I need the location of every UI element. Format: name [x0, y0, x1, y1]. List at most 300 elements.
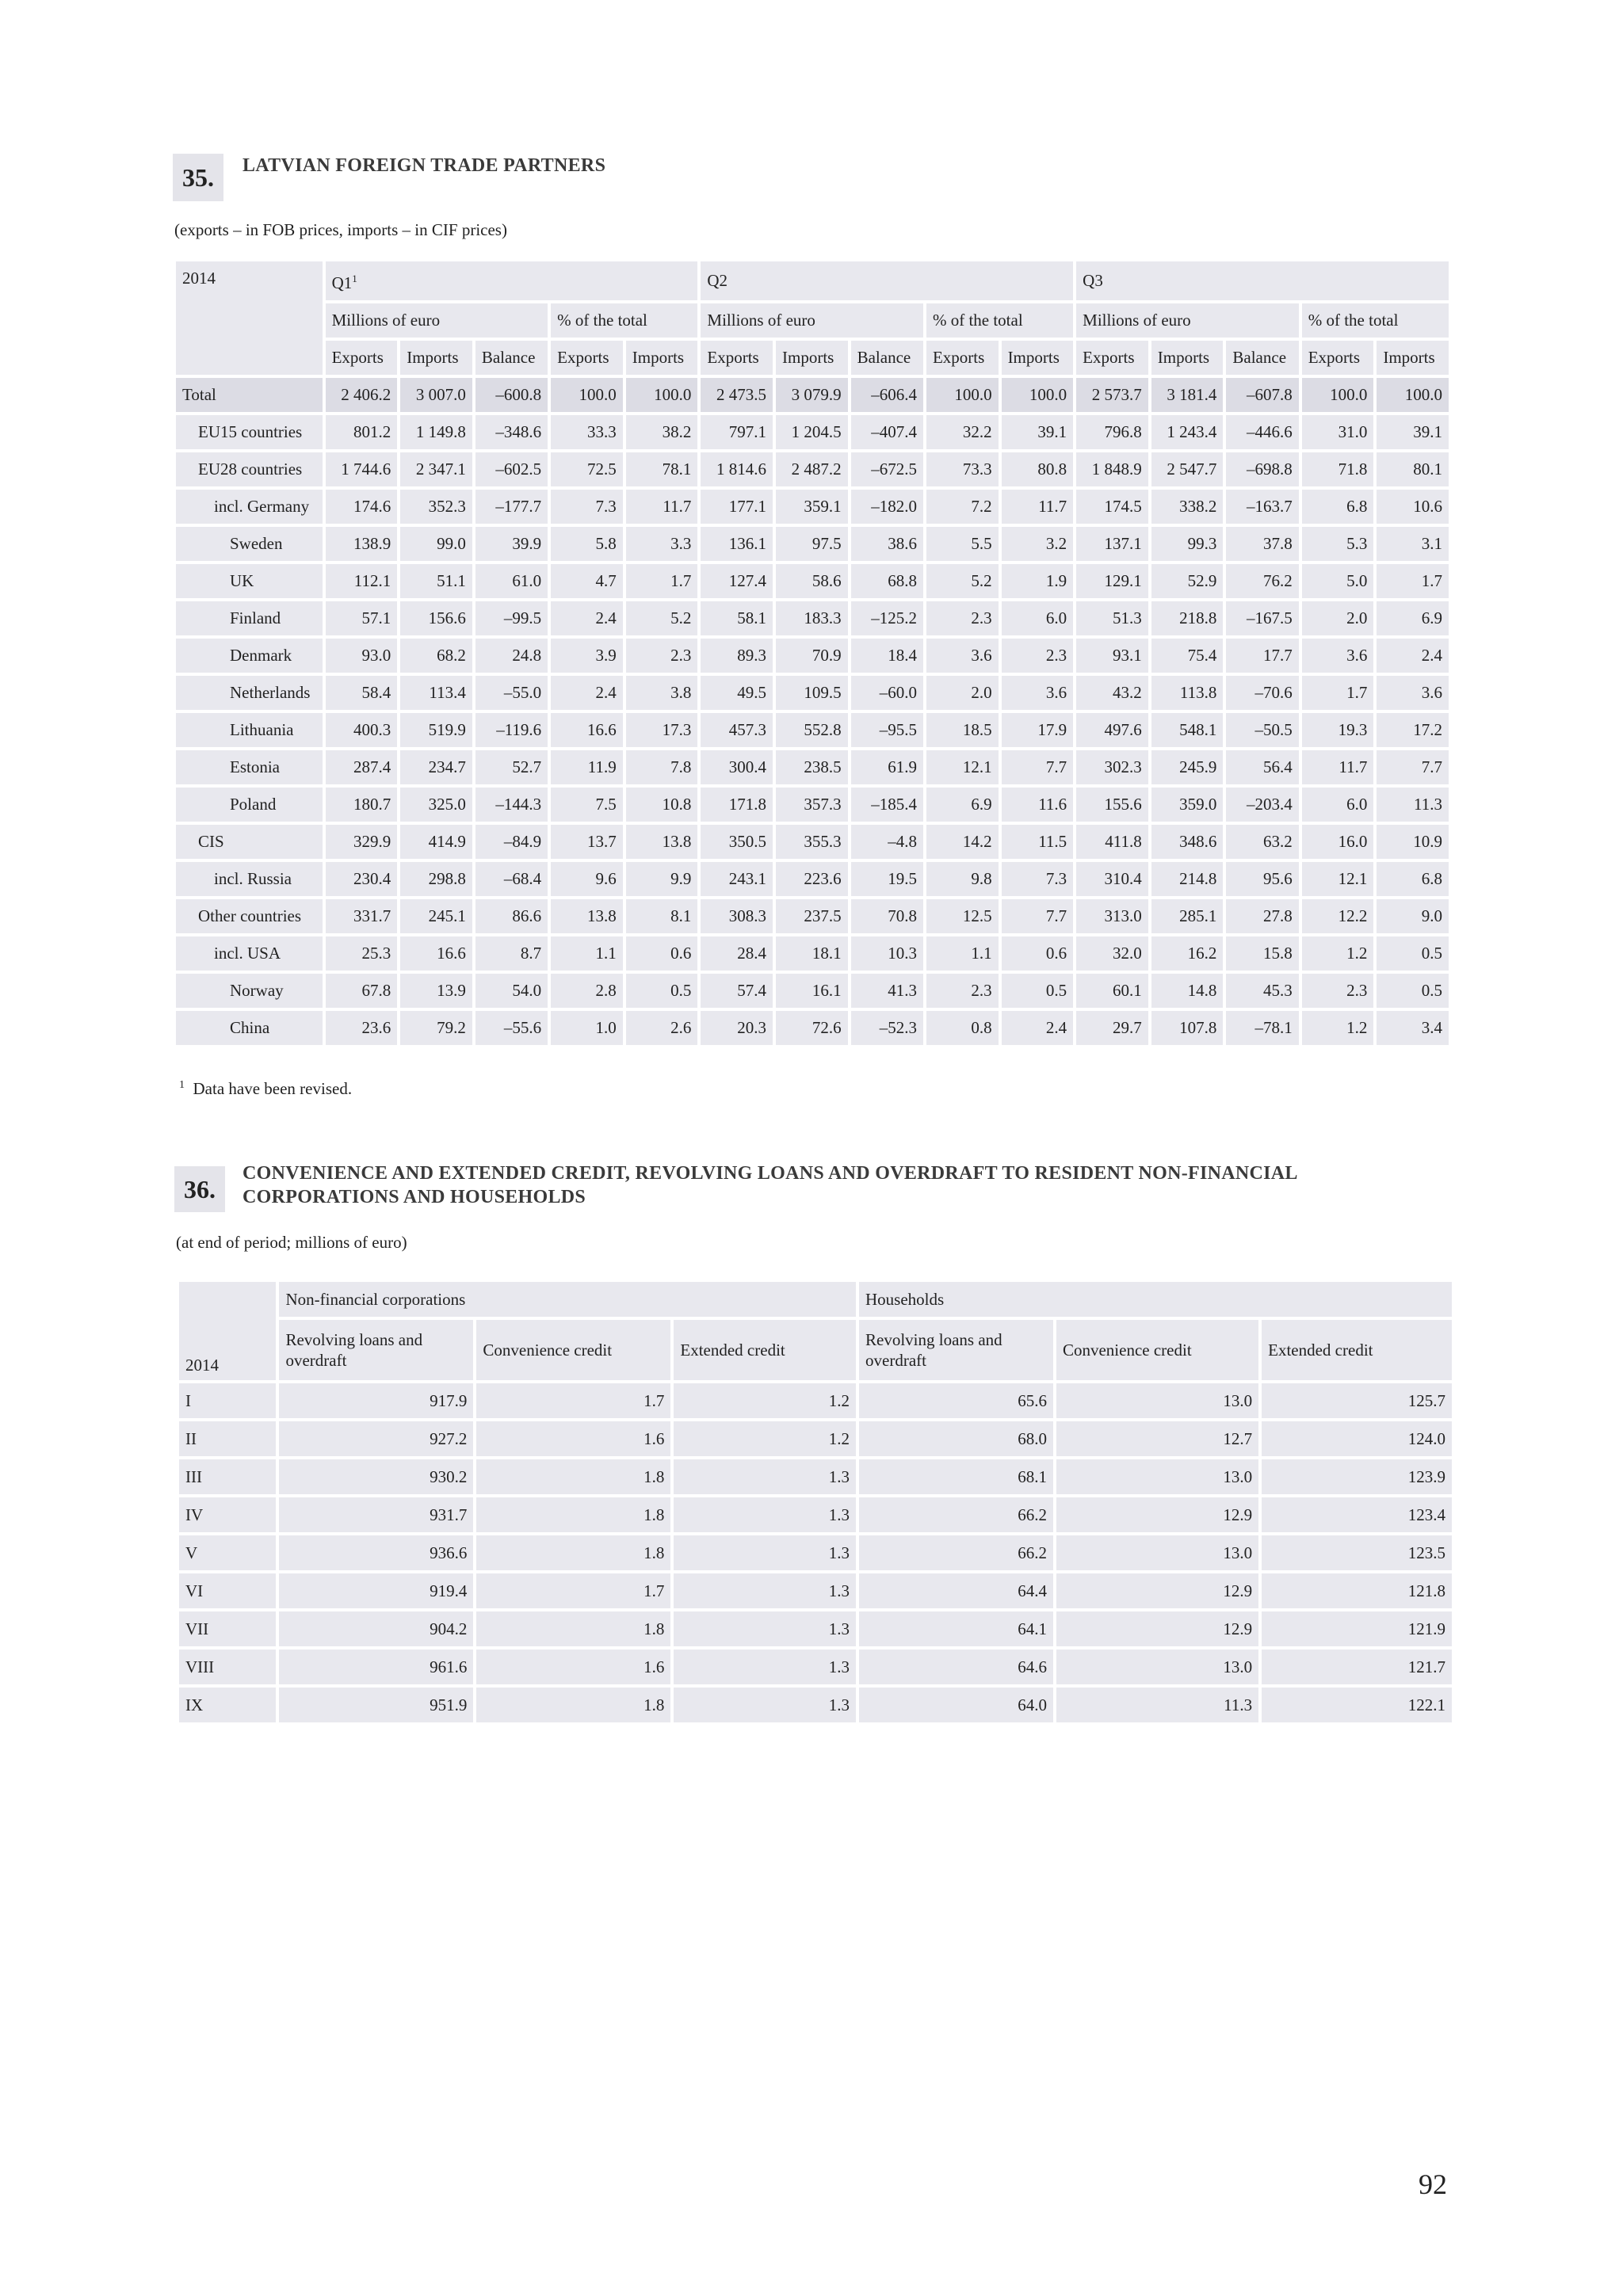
- table-cell: 2 573.7: [1076, 378, 1148, 412]
- table-cell: 89.3: [701, 639, 773, 673]
- table-cell: 122.1: [1262, 1688, 1452, 1722]
- column-header-imports: Imports: [1151, 341, 1224, 375]
- table-cell: 33.3: [551, 415, 623, 449]
- table-cell: 1 243.4: [1151, 415, 1224, 449]
- table-cell: 43.2: [1076, 676, 1148, 710]
- table-cell: 39.1: [1377, 415, 1449, 449]
- table-cell: 10.6: [1377, 490, 1449, 524]
- table-cell: 97.5: [776, 527, 848, 561]
- table-cell: 121.8: [1262, 1573, 1452, 1608]
- table-cell: 11.7: [626, 490, 698, 524]
- table-cell: 8.1: [626, 899, 698, 933]
- table-cell: 58.6: [776, 564, 848, 598]
- row-label: Denmark: [176, 639, 323, 673]
- table-cell: 121.7: [1262, 1650, 1452, 1684]
- table-cell: 57.4: [701, 974, 773, 1008]
- row-label: Netherlands: [176, 676, 323, 710]
- table-cell: –70.6: [1226, 676, 1298, 710]
- row-label: EU15 countries: [176, 415, 323, 449]
- group-header-millions: Millions of euro: [701, 303, 923, 338]
- row-label: Finland: [176, 601, 323, 635]
- table-cell: 123.9: [1262, 1459, 1452, 1494]
- table-cell: 355.3: [776, 825, 848, 859]
- table-cell: –182.0: [851, 490, 923, 524]
- table-row: [179, 1650, 1452, 1684]
- table-cell: 12.7: [1056, 1421, 1258, 1456]
- table-cell: 72.6: [776, 1011, 848, 1045]
- table-cell: 136.1: [701, 527, 773, 561]
- table-cell: 2 547.7: [1151, 452, 1224, 486]
- table-row: [179, 1611, 1452, 1646]
- section-35-number: 35.: [173, 154, 223, 201]
- table-cell: 56.4: [1226, 750, 1298, 784]
- table-row: [176, 452, 1449, 486]
- table-cell: 6.0: [1002, 601, 1074, 635]
- table-cell: 331.7: [326, 899, 398, 933]
- table-cell: 0.5: [1377, 936, 1449, 971]
- table-cell: 3 181.4: [1151, 378, 1224, 412]
- table-cell: 313.0: [1076, 899, 1148, 933]
- table-cell: 9.6: [551, 862, 623, 896]
- table-cell: –55.6: [475, 1011, 548, 1045]
- table-cell: 66.2: [859, 1497, 1053, 1532]
- row-label: Estonia: [176, 750, 323, 784]
- table-cell: 11.5: [1002, 825, 1074, 859]
- table-cell: 1.8: [476, 1535, 670, 1570]
- table-cell: 13.0: [1056, 1459, 1258, 1494]
- table-cell: 27.8: [1226, 899, 1298, 933]
- table-cell: 12.1: [1302, 862, 1374, 896]
- table-row: [176, 974, 1449, 1008]
- table-cell: 1 149.8: [400, 415, 472, 449]
- table-cell: –84.9: [475, 825, 548, 859]
- table-cell: 237.5: [776, 899, 848, 933]
- group-header-nonfinancial: Non-financial corporations: [279, 1282, 856, 1317]
- table-cell: 3.6: [1377, 676, 1449, 710]
- table-cell: 2.8: [551, 974, 623, 1008]
- table-cell: 2.4: [1002, 1011, 1074, 1045]
- column-header: Extended credit: [1262, 1320, 1452, 1380]
- table-cell: 32.2: [926, 415, 999, 449]
- table-cell: 0.8: [926, 1011, 999, 1045]
- table-cell: –602.5: [475, 452, 548, 486]
- table-cell: 123.4: [1262, 1497, 1452, 1532]
- table-row: [179, 1573, 1452, 1608]
- table-row: [176, 862, 1449, 896]
- column-header-imports: Imports: [1377, 341, 1449, 375]
- table-cell: 10.8: [626, 788, 698, 822]
- table-cell: 14.2: [926, 825, 999, 859]
- table-cell: 1.2: [674, 1421, 856, 1456]
- table-cell: 38.2: [626, 415, 698, 449]
- table-cell: 39.9: [475, 527, 548, 561]
- table-cell: 64.0: [859, 1688, 1053, 1722]
- table-cell: 16.2: [1151, 936, 1224, 971]
- table-cell: 1.8: [476, 1459, 670, 1494]
- table-cell: 8.7: [475, 936, 548, 971]
- table-cell: 1.7: [1302, 676, 1374, 710]
- table-cell: –55.0: [475, 676, 548, 710]
- table-cell: 1.7: [476, 1383, 670, 1418]
- table-cell: 3.6: [926, 639, 999, 673]
- table-cell: 73.3: [926, 452, 999, 486]
- column-header-balance: Balance: [475, 341, 548, 375]
- table-cell: 3.1: [1377, 527, 1449, 561]
- table-cell: 156.6: [400, 601, 472, 635]
- table-cell: –348.6: [475, 415, 548, 449]
- table-cell: 400.3: [326, 713, 398, 747]
- table-cell: 300.4: [701, 750, 773, 784]
- table-cell: 52.7: [475, 750, 548, 784]
- table-row: [179, 1383, 1452, 1418]
- table-cell: 3.8: [626, 676, 698, 710]
- column-header-balance: Balance: [851, 341, 923, 375]
- table-cell: 7.3: [551, 490, 623, 524]
- table-cell: 801.2: [326, 415, 398, 449]
- quarter-header-q3: Q3: [1076, 261, 1449, 300]
- table-cell: 350.5: [701, 825, 773, 859]
- row-label: incl. Russia: [176, 862, 323, 896]
- table-cell: –167.5: [1226, 601, 1298, 635]
- row-label: Sweden: [176, 527, 323, 561]
- table-row: [179, 1535, 1452, 1570]
- table-cell: 2.3: [626, 639, 698, 673]
- table-cell: –50.5: [1226, 713, 1298, 747]
- table-cell: 68.2: [400, 639, 472, 673]
- table-cell: 137.1: [1076, 527, 1148, 561]
- table-cell: 548.1: [1151, 713, 1224, 747]
- table-cell: 177.1: [701, 490, 773, 524]
- table-cell: 214.8: [1151, 862, 1224, 896]
- table-cell: 1.3: [674, 1611, 856, 1646]
- table-cell: 100.0: [551, 378, 623, 412]
- column-header: Extended credit: [674, 1320, 856, 1380]
- table-cell: 18.4: [851, 639, 923, 673]
- table-cell: 100.0: [1002, 378, 1074, 412]
- table-cell: 552.8: [776, 713, 848, 747]
- column-header-balance: Balance: [1226, 341, 1298, 375]
- table-cell: 58.1: [701, 601, 773, 635]
- table-cell: –78.1: [1226, 1011, 1298, 1045]
- table-cell: 1 744.6: [326, 452, 398, 486]
- table-row: [176, 639, 1449, 673]
- table-cell: 60.1: [1076, 974, 1148, 1008]
- table-cell: 127.4: [701, 564, 773, 598]
- month-label: VII: [179, 1611, 276, 1646]
- table-cell: 61.0: [475, 564, 548, 598]
- credit-table: [176, 1279, 1455, 1726]
- table-cell: 39.1: [1002, 415, 1074, 449]
- table-cell: 796.8: [1076, 415, 1148, 449]
- column-header-exports: Exports: [701, 341, 773, 375]
- table-cell: –119.6: [475, 713, 548, 747]
- table-cell: 79.2: [400, 1011, 472, 1045]
- row-label: UK: [176, 564, 323, 598]
- table-cell: 49.5: [701, 676, 773, 710]
- table-cell: –600.8: [475, 378, 548, 412]
- table-cell: 17.7: [1226, 639, 1298, 673]
- table-cell: 52.9: [1151, 564, 1224, 598]
- table-cell: 9.8: [926, 862, 999, 896]
- table-row: [176, 564, 1449, 598]
- table-cell: 13.0: [1056, 1383, 1258, 1418]
- table-cell: 1.6: [476, 1421, 670, 1456]
- table-cell: 5.0: [1302, 564, 1374, 598]
- table-cell: 124.0: [1262, 1421, 1452, 1456]
- table-cell: 7.5: [551, 788, 623, 822]
- month-label: V: [179, 1535, 276, 1570]
- table-cell: 37.8: [1226, 527, 1298, 561]
- row-label: incl. Germany: [176, 490, 323, 524]
- table-row: [179, 1497, 1452, 1532]
- table-cell: –60.0: [851, 676, 923, 710]
- table-cell: –99.5: [475, 601, 548, 635]
- table-cell: 325.0: [400, 788, 472, 822]
- table-cell: –52.3: [851, 1011, 923, 1045]
- table-cell: 5.8: [551, 527, 623, 561]
- table-cell: 51.3: [1076, 601, 1148, 635]
- table-cell: 11.6: [1002, 788, 1074, 822]
- table-cell: –672.5: [851, 452, 923, 486]
- table-cell: 38.6: [851, 527, 923, 561]
- table-cell: 11.9: [551, 750, 623, 784]
- section-36-number: 36.: [174, 1166, 225, 1212]
- table-cell: 78.1: [626, 452, 698, 486]
- table-cell: 100.0: [626, 378, 698, 412]
- table-cell: 1 814.6: [701, 452, 773, 486]
- row-label: EU28 countries: [176, 452, 323, 486]
- table-cell: 2.4: [551, 676, 623, 710]
- table-cell: –446.6: [1226, 415, 1298, 449]
- table-cell: 9.9: [626, 862, 698, 896]
- table-row: [176, 490, 1449, 524]
- table-cell: 1.1: [926, 936, 999, 971]
- table-cell: –68.4: [475, 862, 548, 896]
- table-cell: –407.4: [851, 415, 923, 449]
- table-row: [176, 1011, 1449, 1045]
- table-row: [176, 713, 1449, 747]
- table-cell: 57.1: [326, 601, 398, 635]
- table-cell: 298.8: [400, 862, 472, 896]
- table-cell: –185.4: [851, 788, 923, 822]
- table-cell: 12.9: [1056, 1497, 1258, 1532]
- table-cell: 3.6: [1002, 676, 1074, 710]
- table-cell: 2.0: [1302, 601, 1374, 635]
- table-cell: 359.1: [776, 490, 848, 524]
- table-row: [176, 825, 1449, 859]
- table-cell: 23.6: [326, 1011, 398, 1045]
- row-label: incl. USA: [176, 936, 323, 971]
- table-cell: 2 347.1: [400, 452, 472, 486]
- table-cell: –698.8: [1226, 452, 1298, 486]
- table-row: [176, 750, 1449, 784]
- table-cell: 2 406.2: [326, 378, 398, 412]
- table-cell: 6.8: [1377, 862, 1449, 896]
- column-header-exports: Exports: [1076, 341, 1148, 375]
- table-cell: –95.5: [851, 713, 923, 747]
- table-cell: 7.2: [926, 490, 999, 524]
- table-cell: 180.7: [326, 788, 398, 822]
- table-cell: 5.5: [926, 527, 999, 561]
- table-cell: 1.3: [674, 1650, 856, 1684]
- table-cell: 75.4: [1151, 639, 1224, 673]
- year-header: 2014: [179, 1282, 276, 1380]
- table-cell: 68.8: [851, 564, 923, 598]
- row-label: Total: [176, 378, 323, 412]
- table-cell: 86.6: [475, 899, 548, 933]
- table-cell: 68.0: [859, 1421, 1053, 1456]
- table-cell: 951.9: [279, 1688, 473, 1722]
- column-header-exports: Exports: [926, 341, 999, 375]
- table-cell: 457.3: [701, 713, 773, 747]
- section-35-title: LATVIAN FOREIGN TRADE PARTNERS: [242, 155, 606, 176]
- table-cell: 70.8: [851, 899, 923, 933]
- table-cell: 1.2: [1302, 1011, 1374, 1045]
- table-cell: 1.2: [1302, 936, 1374, 971]
- table-cell: 414.9: [400, 825, 472, 859]
- table-cell: 797.1: [701, 415, 773, 449]
- column-header-exports: Exports: [551, 341, 623, 375]
- table-cell: 41.3: [851, 974, 923, 1008]
- table-cell: 1.8: [476, 1497, 670, 1532]
- table-cell: 9.0: [1377, 899, 1449, 933]
- table-cell: 919.4: [279, 1573, 473, 1608]
- column-header-exports: Exports: [1302, 341, 1374, 375]
- column-header-imports: Imports: [400, 341, 472, 375]
- table-cell: 1 204.5: [776, 415, 848, 449]
- table-cell: 17.9: [1002, 713, 1074, 747]
- group-header-percent: % of the total: [1302, 303, 1449, 338]
- table-row: [179, 1688, 1452, 1722]
- table-cell: 6.9: [926, 788, 999, 822]
- table-cell: 223.6: [776, 862, 848, 896]
- month-label: VIII: [179, 1650, 276, 1684]
- table-cell: 155.6: [1076, 788, 1148, 822]
- table-cell: 13.9: [400, 974, 472, 1008]
- table-cell: 3 007.0: [400, 378, 472, 412]
- table-cell: 961.6: [279, 1650, 473, 1684]
- table-cell: –163.7: [1226, 490, 1298, 524]
- table-cell: 3.6: [1302, 639, 1374, 673]
- table-cell: 13.0: [1056, 1650, 1258, 1684]
- table-cell: 0.5: [626, 974, 698, 1008]
- table-cell: 10.9: [1377, 825, 1449, 859]
- table-cell: 7.8: [626, 750, 698, 784]
- row-label: China: [176, 1011, 323, 1045]
- month-label: IX: [179, 1688, 276, 1722]
- table-cell: 107.8: [1151, 1011, 1224, 1045]
- table-cell: 12.1: [926, 750, 999, 784]
- table-cell: 80.1: [1377, 452, 1449, 486]
- table-cell: 0.5: [1377, 974, 1449, 1008]
- table-cell: 5.2: [626, 601, 698, 635]
- table-cell: 1.3: [674, 1688, 856, 1722]
- column-header-imports: Imports: [1002, 341, 1074, 375]
- table-row: [176, 899, 1449, 933]
- table-cell: 1.3: [674, 1459, 856, 1494]
- table-cell: 109.5: [776, 676, 848, 710]
- table-cell: 16.1: [776, 974, 848, 1008]
- table-cell: 1.3: [674, 1573, 856, 1608]
- table-cell: 100.0: [926, 378, 999, 412]
- table-cell: 348.6: [1151, 825, 1224, 859]
- table-cell: –144.3: [475, 788, 548, 822]
- table-cell: 1.2: [674, 1383, 856, 1418]
- table-cell: 7.7: [1377, 750, 1449, 784]
- table-cell: 20.3: [701, 1011, 773, 1045]
- table-cell: 113.8: [1151, 676, 1224, 710]
- table-cell: –125.2: [851, 601, 923, 635]
- section-35-subtitle: (exports – in FOB prices, imports – in CIF prices): [174, 220, 507, 239]
- table-cell: 100.0: [1302, 378, 1374, 412]
- table-cell: 1.1: [551, 936, 623, 971]
- table-cell: 1.3: [674, 1535, 856, 1570]
- table-cell: 174.5: [1076, 490, 1148, 524]
- footnote: $^1$ Data have been revised.: [179, 1079, 353, 1098]
- group-header-millions: Millions of euro: [326, 303, 548, 338]
- column-header: Convenience credit: [476, 1320, 670, 1380]
- table-cell: 1.7: [476, 1573, 670, 1608]
- row-label: Poland: [176, 788, 323, 822]
- table-cell: 64.6: [859, 1650, 1053, 1684]
- table-cell: 13.8: [626, 825, 698, 859]
- table-cell: 13.7: [551, 825, 623, 859]
- table-row: [176, 415, 1449, 449]
- table-cell: 1.7: [626, 564, 698, 598]
- table-cell: 13.0: [1056, 1535, 1258, 1570]
- table-row: [176, 788, 1449, 822]
- table-cell: 519.9: [400, 713, 472, 747]
- table-cell: 2.3: [1002, 639, 1074, 673]
- group-header-households: Households: [859, 1282, 1452, 1317]
- table-row: [176, 676, 1449, 710]
- table-cell: 2.3: [926, 974, 999, 1008]
- table-cell: 15.8: [1226, 936, 1298, 971]
- table-cell: 12.2: [1302, 899, 1374, 933]
- table-cell: 10.3: [851, 936, 923, 971]
- table-cell: 1.8: [476, 1611, 670, 1646]
- table-cell: 64.1: [859, 1611, 1053, 1646]
- table-cell: 17.3: [626, 713, 698, 747]
- table-row: [176, 601, 1449, 635]
- quarter-header-q2: Q2: [701, 261, 1073, 300]
- table-cell: 7.3: [1002, 862, 1074, 896]
- table-cell: 28.4: [701, 936, 773, 971]
- table-cell: 45.3: [1226, 974, 1298, 1008]
- total-row: [176, 378, 1449, 412]
- table-cell: 230.4: [326, 862, 398, 896]
- table-cell: 6.8: [1302, 490, 1374, 524]
- table-cell: 308.3: [701, 899, 773, 933]
- table-cell: 123.5: [1262, 1535, 1452, 1570]
- quarter-header-q1: $Q1^1$: [326, 261, 698, 300]
- group-header-percent: % of the total: [926, 303, 1073, 338]
- table-cell: 99.0: [400, 527, 472, 561]
- table-cell: 243.1: [701, 862, 773, 896]
- column-header-imports: Imports: [776, 341, 848, 375]
- table-cell: 3.3: [626, 527, 698, 561]
- table-cell: 64.4: [859, 1573, 1053, 1608]
- column-header: Convenience credit: [1056, 1320, 1258, 1380]
- table-cell: 12.9: [1056, 1573, 1258, 1608]
- table-cell: 12.9: [1056, 1611, 1258, 1646]
- table-cell: 931.7: [279, 1497, 473, 1532]
- table-cell: 936.6: [279, 1535, 473, 1570]
- table-cell: 7.7: [1002, 750, 1074, 784]
- table-cell: 58.4: [326, 676, 398, 710]
- table-cell: –606.4: [851, 378, 923, 412]
- month-label: I: [179, 1383, 276, 1418]
